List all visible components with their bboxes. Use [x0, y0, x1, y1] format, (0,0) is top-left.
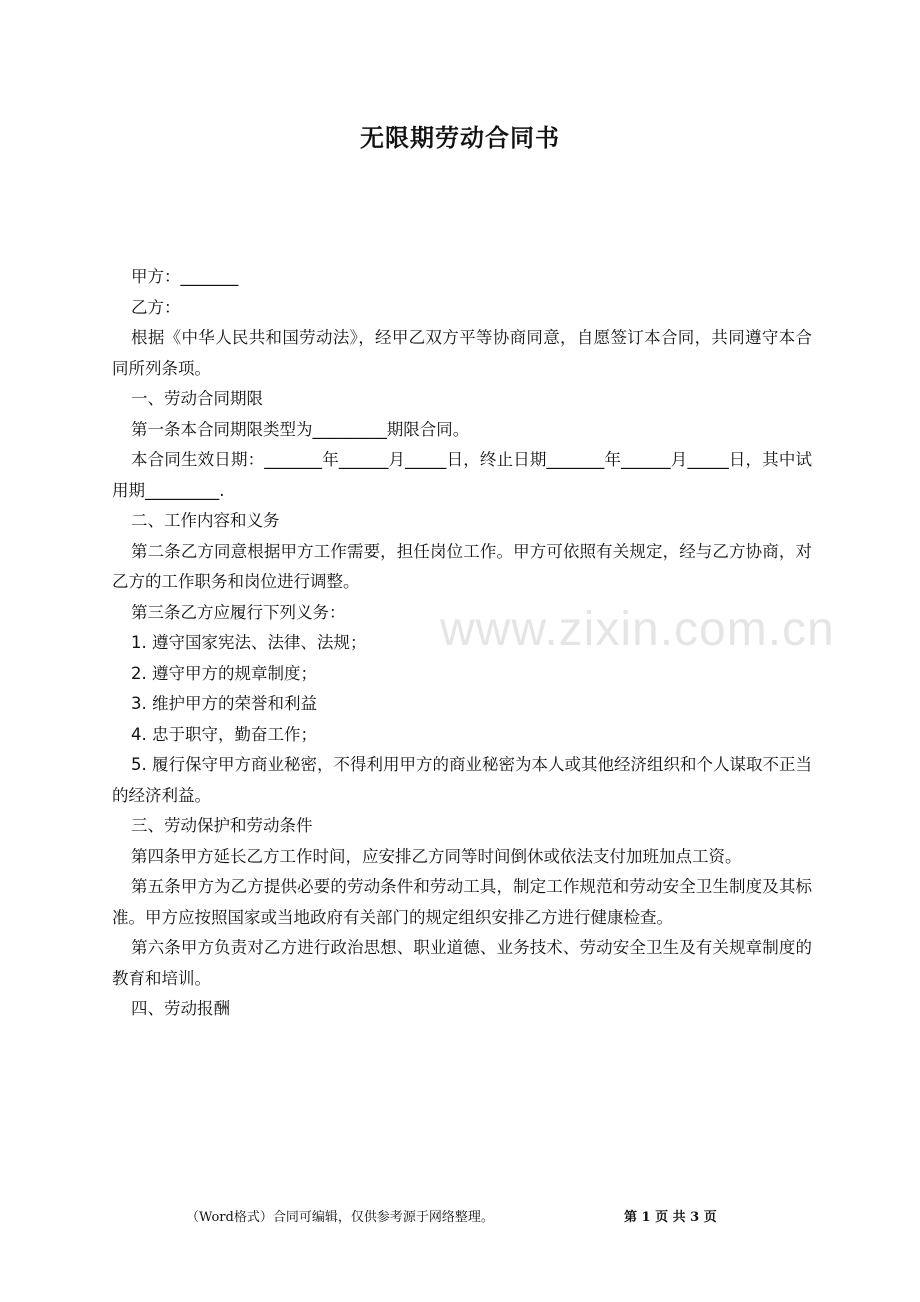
effective-date-paragraph: 本合同生效日期：_______年______月_____日，终止日期_______年______月_____日，其中试用期_________.	[112, 450, 812, 500]
section-heading-remuneration: 四、劳动报酬	[131, 999, 230, 1018]
article-1: 第一条本合同期限类型为_________期限合同。	[131, 419, 470, 439]
duty-item-2: 2. 遵守甲方的规章制度；	[131, 663, 317, 683]
page-number: 第 1 页 共 3 页	[624, 1210, 717, 1225]
party-a-line: 甲方：_______	[131, 267, 239, 286]
article-6: 第六条甲方负责对乙方进行政治思想、职业道德、业务技术、劳动安全卫生及有关规章制度的教育和培训。	[112, 938, 812, 988]
party-b-line: 乙方：	[131, 297, 181, 317]
duty-item-3: 3. 维护甲方的荣誉和利益	[131, 694, 317, 713]
article-4: 第四条甲方延长乙方工作时间，应安排乙方同等时间倒休或依法支付加班加点工资。	[131, 846, 742, 866]
article-2: 第二条乙方同意根据甲方工作需要，担任岗位工作。甲方可依照有关规定，经与乙方协商，对乙方的工作职务和岗位进行调整。	[112, 541, 812, 591]
duty-item-4: 4. 忠于职守，勤奋工作；	[131, 724, 317, 744]
preamble-paragraph: 根据《中华人民共和国劳动法》，经甲乙双方平等协商同意，自愿签订本合同，共同遵守本合同所列条项。	[112, 328, 812, 378]
section-heading-protection: 三、劳动保护和劳动条件	[131, 816, 313, 835]
article-5: 第五条甲方为乙方提供必要的劳动条件和劳动工具，制定工作规范和劳动安全卫生制度及其标准。甲方应按照国家或当地政府有关部门的规定组织安排乙方进行健康检查。	[112, 877, 812, 927]
section-heading-term: 一、劳动合同期限	[131, 389, 263, 408]
duty-item-1: 1. 遵守国家宪法、法律、法规；	[131, 633, 367, 652]
section-heading-duties: 二、工作内容和义务	[131, 511, 280, 530]
watermark: www.zixin.com.cn	[440, 603, 835, 656]
page-footer	[0, 1206, 920, 1226]
footer-note: （Word格式）合同可编辑，仅供参考源于网络整理。	[186, 1210, 494, 1225]
duty-item-5: 5. 履行保守甲方商业秘密，不得利用甲方的商业秘密为本人或其他经济组织和个人谋取不正当的经济利益。	[112, 755, 812, 805]
document-title: 无限期劳动合同书	[360, 124, 560, 152]
article-3: 第三条乙方应履行下列义务：	[131, 602, 346, 622]
